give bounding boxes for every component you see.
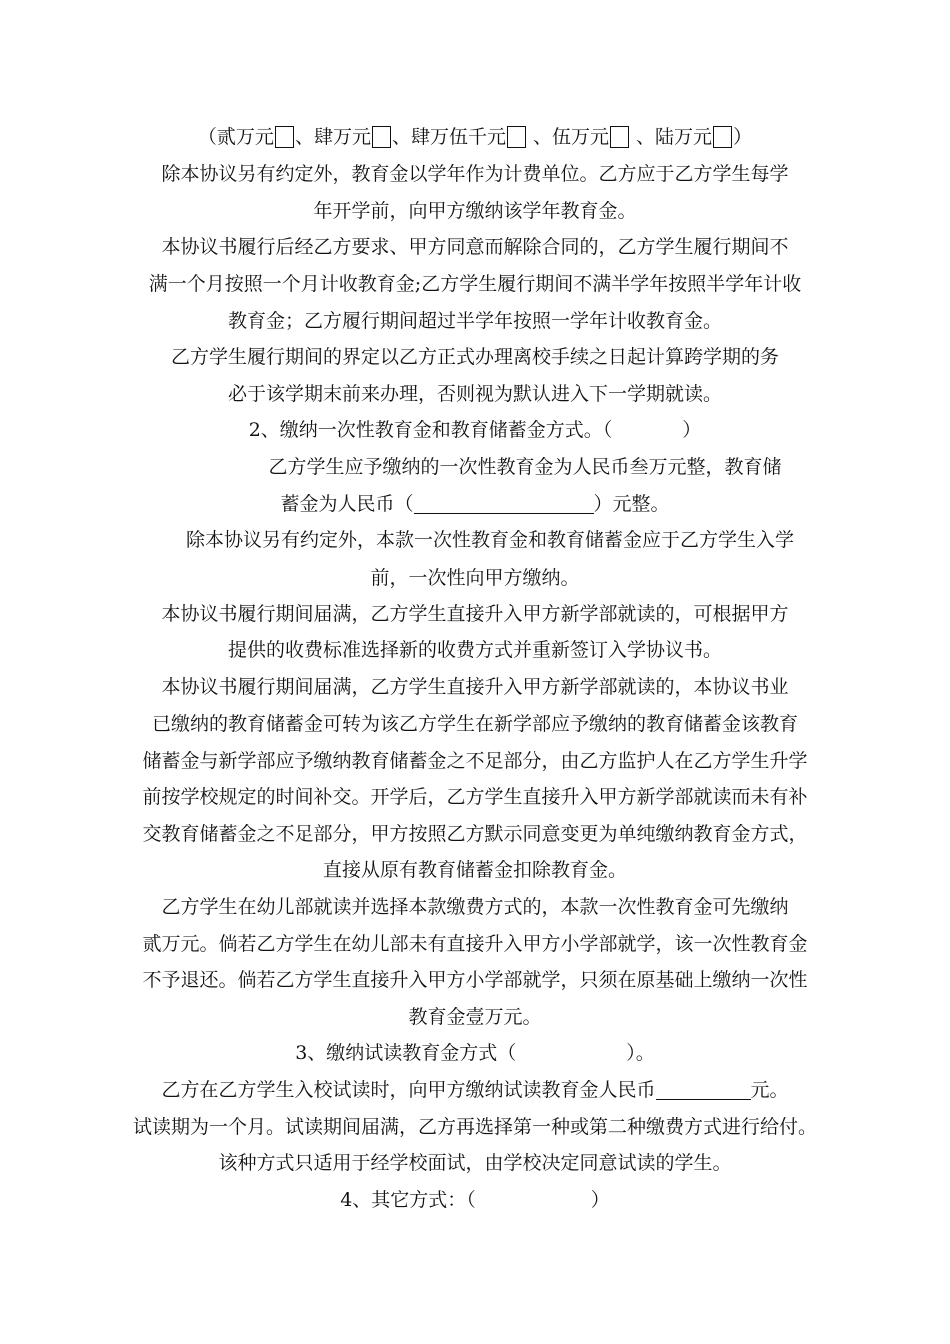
checkbox-20000[interactable] (275, 126, 294, 148)
checkbox-40000[interactable] (372, 126, 391, 148)
fee-options-line: （贰万元 、肆万元 、肆万伍千元 、伍万元 、陆万元 ） (197, 126, 753, 148)
paragraph-line: 交教育储蓄金之不足部分，甲方按照乙方默示同意变更为单纯缴纳教育金方式， (142, 823, 808, 845)
paragraph-line: 前，一次性向甲方缴纳。 (370, 567, 580, 589)
paragraph-line: 储蓄金与新学部应予缴纳教育储蓄金之不足部分，由乙方监护人在乙方学生升学 (142, 750, 808, 772)
trial-fee-blank[interactable] (656, 1079, 751, 1100)
checkbox-50000[interactable] (610, 126, 629, 148)
paragraph-line: 直接从原有教育储蓄金扣除教育金。 (322, 859, 627, 881)
section-3-heading: 3、缴纳试读教育金方式（ ）。 (295, 1042, 655, 1064)
paragraph-line: 教育金壹万元。 (408, 1006, 542, 1028)
checkbox-45000[interactable] (507, 126, 526, 148)
paragraph-line: 必于该学期末前来办理，否则视为默认进入下一学期就读。 (227, 383, 722, 405)
paragraph-line: 本协议书履行期间届满，乙方学生直接升入甲方新学部就读的，本协议书业 (161, 676, 789, 698)
paragraph-line: 提供的收费标准选择新的收费方式并重新签订入学协议书。 (227, 639, 722, 661)
paragraph-line: 贰万元。倘若乙方学生在幼儿部未有直接升入甲方小学部就学，该一次性教育金 (142, 933, 808, 955)
paragraph-line: 除本协议另有约定外，教育金以学年作为计费单位。乙方应于乙方学生每学 (161, 163, 789, 185)
paragraph-line: 乙方学生应予缴纳的一次性教育金为人民币叁万元整，教育储 (268, 456, 782, 478)
paragraph-line: 年开学前，向甲方缴纳该学年教育金。 (313, 200, 637, 222)
checkbox-60000[interactable] (713, 126, 732, 148)
paragraph-line: 除本协议另有约定外，本款一次性教育金和教育储蓄金应于乙方学生入学 (185, 529, 794, 551)
paragraph-line: 本协议书履行后经乙方要求、甲方同意而解除合同的，乙方学生履行期间不 (161, 236, 789, 258)
section-2-heading: 2、缴纳一次性教育金和教育储蓄金方式。（ ） (248, 419, 702, 441)
savings-amount-line: 蓄金为人民币（ ）元整。 (280, 493, 670, 515)
trial-fee-line: 乙方在乙方学生入校试读时，向甲方缴纳试读教育金人民币 元。 (161, 1079, 789, 1101)
section-4-heading: 4、其它方式：（ ） (340, 1189, 610, 1211)
paragraph-line: 前按学校规定的时间补交。开学后，乙方学生直接升入甲方新学部就读而未有补 (142, 786, 808, 808)
savings-amount-blank[interactable] (414, 493, 594, 514)
paragraph-line: 教育金；乙方履行期间超过半学年按照一学年计收教育金。 (227, 310, 722, 332)
paragraph-line: 本协议书履行期间届满，乙方学生直接升入甲方新学部就读的，可根据甲方 (161, 603, 789, 625)
paragraph-line: 该种方式只适用于经学校面试，由学校决定同意试读的学生。 (218, 1152, 732, 1174)
paragraph-line: 乙方学生在幼儿部就读并选择本款缴费方式的，本款一次性教育金可先缴纳 (161, 896, 789, 918)
paragraph-line: 已缴纳的教育储蓄金可转为该乙方学生在新学部应予缴纳的教育储蓄金该教育 (151, 713, 798, 735)
paragraph-line: 试读期为一个月。试读期间届满，乙方再选择第一种或第二种缴费方式进行给付。 (132, 1116, 817, 1138)
paragraph-line: 乙方学生履行期间的界定以乙方正式办理离校手续之日起计算跨学期的务 (170, 346, 779, 368)
paragraph-line: 满一个月按照一个月计收教育金;乙方学生履行期间不满半学年按照半学年计收 (148, 273, 802, 295)
paragraph-line: 不予退还。倘若乙方学生直接升入甲方小学部就学，只须在原基础上缴纳一次性 (142, 969, 808, 991)
